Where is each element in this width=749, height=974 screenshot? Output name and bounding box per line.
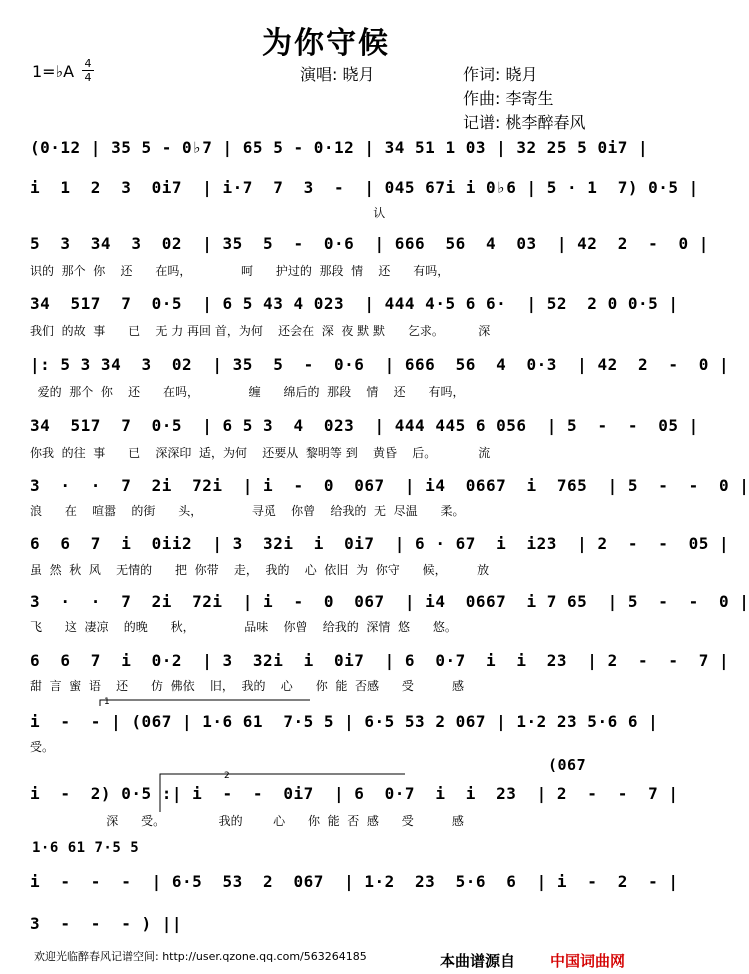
score-line-13: i - - - | 6·5 53 2 067 | 1·2 23 5·6 6 | i - 2 - |	[30, 872, 679, 891]
volta-2-bracket	[160, 774, 405, 780]
score-line-14: 3 - - - ) ||	[30, 914, 182, 933]
time-signature-top: 4	[84, 57, 92, 70]
score-line-3: 5 3 34 3 02 | 35 5 - 0·6 | 666 56 4 03 | 42 2 - 0 |	[30, 234, 709, 253]
score-line-6: 34 517 7 0·5 | 6 5 3 4 023 | 444 445 6 056 | 5 - - 05 |	[30, 416, 699, 435]
score-line-8: 6 6 7 i 0ii2 | 3 32i i 0i7 | 6 · 67 i i23 | 2 - - 05 |	[30, 534, 730, 553]
pickup-notes-left: 1·6 61 7·5 5	[32, 840, 140, 856]
page-title: 为你守候	[262, 26, 390, 61]
lyric-line-5: 爱的 那个 你 还 在吗， 缠 绵后的 那段 情 还 有吗，	[30, 385, 465, 399]
lyricist-credit: 作词: 晓月	[463, 65, 538, 84]
footer-welcome: 欢迎光临醉春风记谱空间: http://user.qzone.qq.com/563264185	[34, 950, 367, 963]
score-line-2: i 1 2 3 0i7 | i·7 7 3 - | 045 67i i 0♭6 | 5 · 1 7) 0·5 |	[30, 178, 699, 197]
lyric-line-2: 认	[30, 206, 386, 220]
score-line-9: 3 · · 7 2i 72i | i - 0 067 | i4 0667 i 7 65 | 5 - - 0 |	[30, 592, 749, 611]
key-signature: 1=♭A	[32, 62, 75, 81]
lyric-line-10: 甜 言 蜜 语 还 仿 佛依 旧， 我的 心 你 能 否感 受 感	[30, 679, 464, 693]
lyric-line-7: 浪 在 喧嚣 的街 头， 寻觅 你曾 给我的 无 尽温 柔。	[30, 504, 465, 518]
lyric-line-9: 飞 这 凄凉 的晚 秋， 品味 你曾 给我的 深情 悠 悠。	[30, 620, 457, 634]
volta-1-label: 1	[104, 697, 110, 707]
score-line-11: i - - | (067 | 1·6 61 7·5 5 | 6·5 53 2 067 | 1·2 23 5·6 6 |	[30, 712, 659, 731]
score-line-10: 6 6 7 i 0·2 | 3 32i i 0i7 | 6 0·7 i i 23 | 2 - - 7 |	[30, 651, 730, 670]
score-line-1: (0·12 | 35 5 - 0♭7 | 65 5 - 0·12 | 34 51 1 03 | 32 25 5 0i7 |	[30, 138, 649, 157]
pickup-notes-right: (067	[548, 756, 587, 774]
volta-2-label: 2	[224, 771, 230, 781]
time-signature-bottom: 4	[84, 71, 92, 84]
score-line-12: i - 2) 0·5 :| i - - 0i7 | 6 0·7 i i 23 | 2 - - 7 |	[30, 784, 679, 803]
lyric-line-12: 深 受。 我的 心 你 能 否 感 受 感	[30, 814, 464, 828]
lyric-line-6: 你我 的往 事 已 深深印 适，为何 还要从 黎明等 到 黄昏 后。 流	[30, 446, 491, 460]
lyric-line-4: 我们 的故 事 已 无 力 再回 首，为何 还会在 深 夜 默 默 乞求。 深	[30, 324, 491, 338]
volta-1-bracket	[100, 700, 310, 706]
score-line-7: 3 · · 7 2i 72i | i - 0 067 | i4 0667 i 765 | 5 - - 0 |	[30, 476, 749, 495]
lyric-line-8: 虽 然 秋 风 无情的 把 你带 走， 我的 心 依旧 为 你守 候， 放	[30, 563, 490, 577]
footer-source: 本曲谱源自	[440, 952, 516, 970]
score-line-4: 34 517 7 0·5 | 6 5 43 4 023 | 444 4·5 6 6· | 52 2 0 0·5 |	[30, 294, 679, 313]
singer-credit: 演唱: 晓月	[300, 65, 375, 84]
composer-credit: 作曲: 李寄生	[463, 89, 554, 108]
lyric-line-11: 受。	[30, 740, 55, 754]
footer-brand-link[interactable]: 中国词曲网	[550, 952, 626, 970]
lyric-line-3: 识的 那个 你 还 在吗， 呵 护过的 那段 情 还 有吗，	[30, 264, 450, 278]
score-line-5: |: 5 3 34 3 02 | 35 5 - 0·6 | 666 56 4 0·3 | 42 2 - 0 |	[30, 355, 730, 374]
transcriber-credit: 记谱: 桃李醉春风	[463, 113, 586, 132]
